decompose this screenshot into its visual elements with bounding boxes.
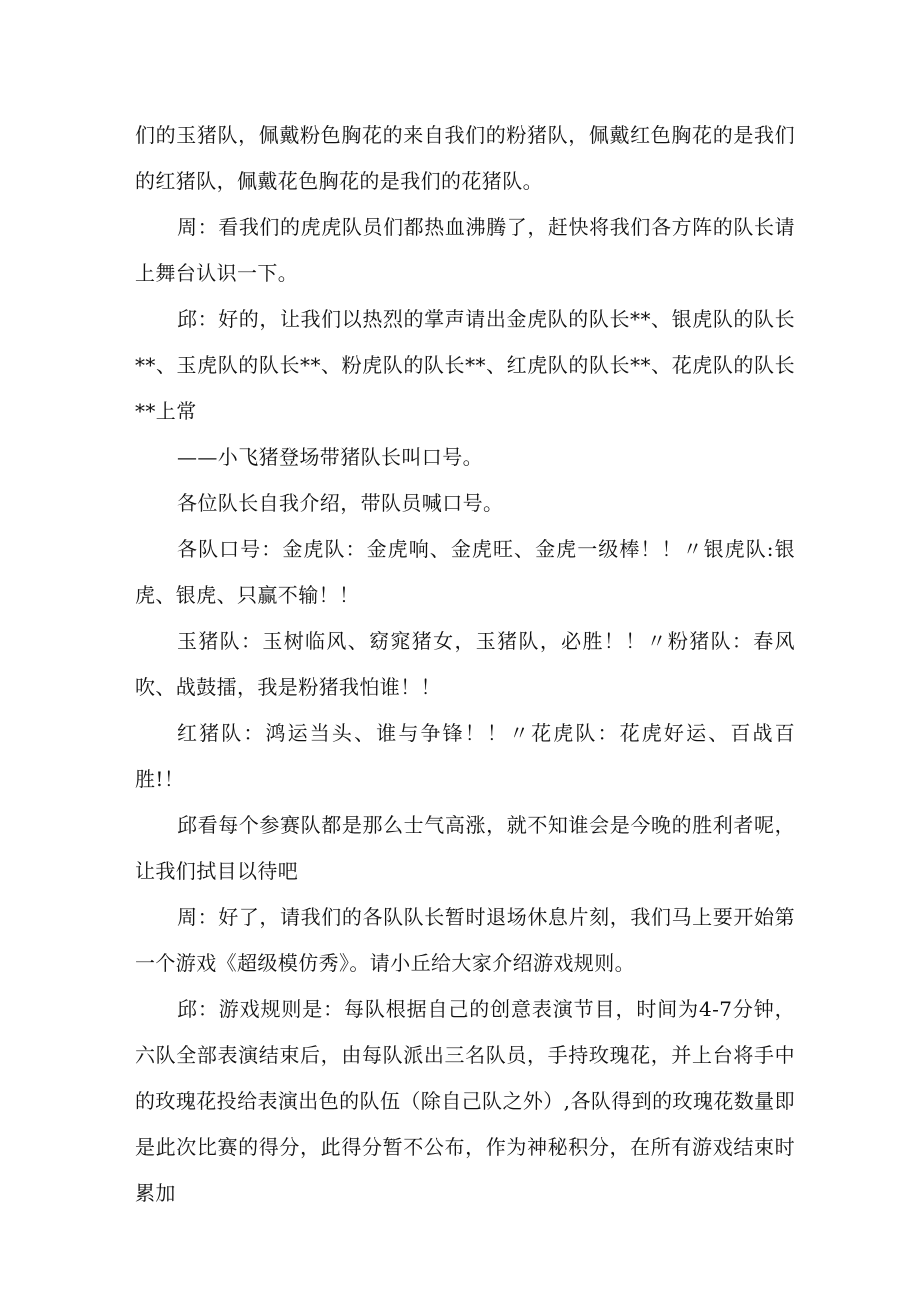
paragraph: 周：好了，请我们的各队队长暂时退场休息片刻，我们马上要开始第一个游戏《超级模仿秀》。请小丘给大家介绍游戏规则。: [135, 905, 795, 975]
paragraph: 各队口号：金虎队：金虎响、金虎旺、金虎一级棒！！〃银虎队:银虎、银虎、只赢不输！！: [135, 537, 795, 607]
paragraph: 玉猪队：玉树临风、窈窕猪女，玉猪队，必胜！！〃粉猪队：春风吹、战鼓擂，我是粉猪我怕谁！！: [135, 629, 795, 699]
paragraph: 邱：游戏规则是：每队根据自己的创意表演节目，时间为4-7分钟，六队全部表演结束后，由每队派出三名队员，手持玫瑰花，并上台将手中的玫瑰花投给表演出色的队伍（除自己队之外）,各队得到的玫瑰花数量即是此次比赛的得分，此得分暂不公布，作为神秘积分，在所有游戏结束时累加: [135, 997, 795, 1205]
paragraph: ——小飞猪登场带猪队长叫口号。: [177, 445, 483, 469]
paragraph: 周：看我们的虎虎队员们都热血沸腾了，赶快将我们各方阵的队长请上舞台认识一下。: [135, 215, 795, 285]
paragraph: 们的玉猪队，佩戴粉色胸花的来自我们的粉猪队，佩戴红色胸花的是我们的红猪队，佩戴花色胸花的是我们的花猪队。: [135, 123, 795, 193]
paragraph: 邱看每个参赛队都是那么士气高涨，就不知谁会是今晚的胜利者呢，让我们拭目以待吧: [135, 813, 795, 883]
paragraph: 红猪队：鸿运当头、谁与争锋！！〃花虎队：花虎好运、百战百胜!！: [135, 721, 795, 791]
document-page: [135, 112, 795, 1216]
paragraph: 邱：好的，让我们以热烈的掌声请出金虎队的队长**、银虎队的队长**、玉虎队的队长**、粉虎队的队长**、红虎队的队长**、花虎队的队长**上常: [135, 307, 795, 423]
paragraph: 各位队长自我介绍，带队员喊口号。: [177, 491, 504, 515]
